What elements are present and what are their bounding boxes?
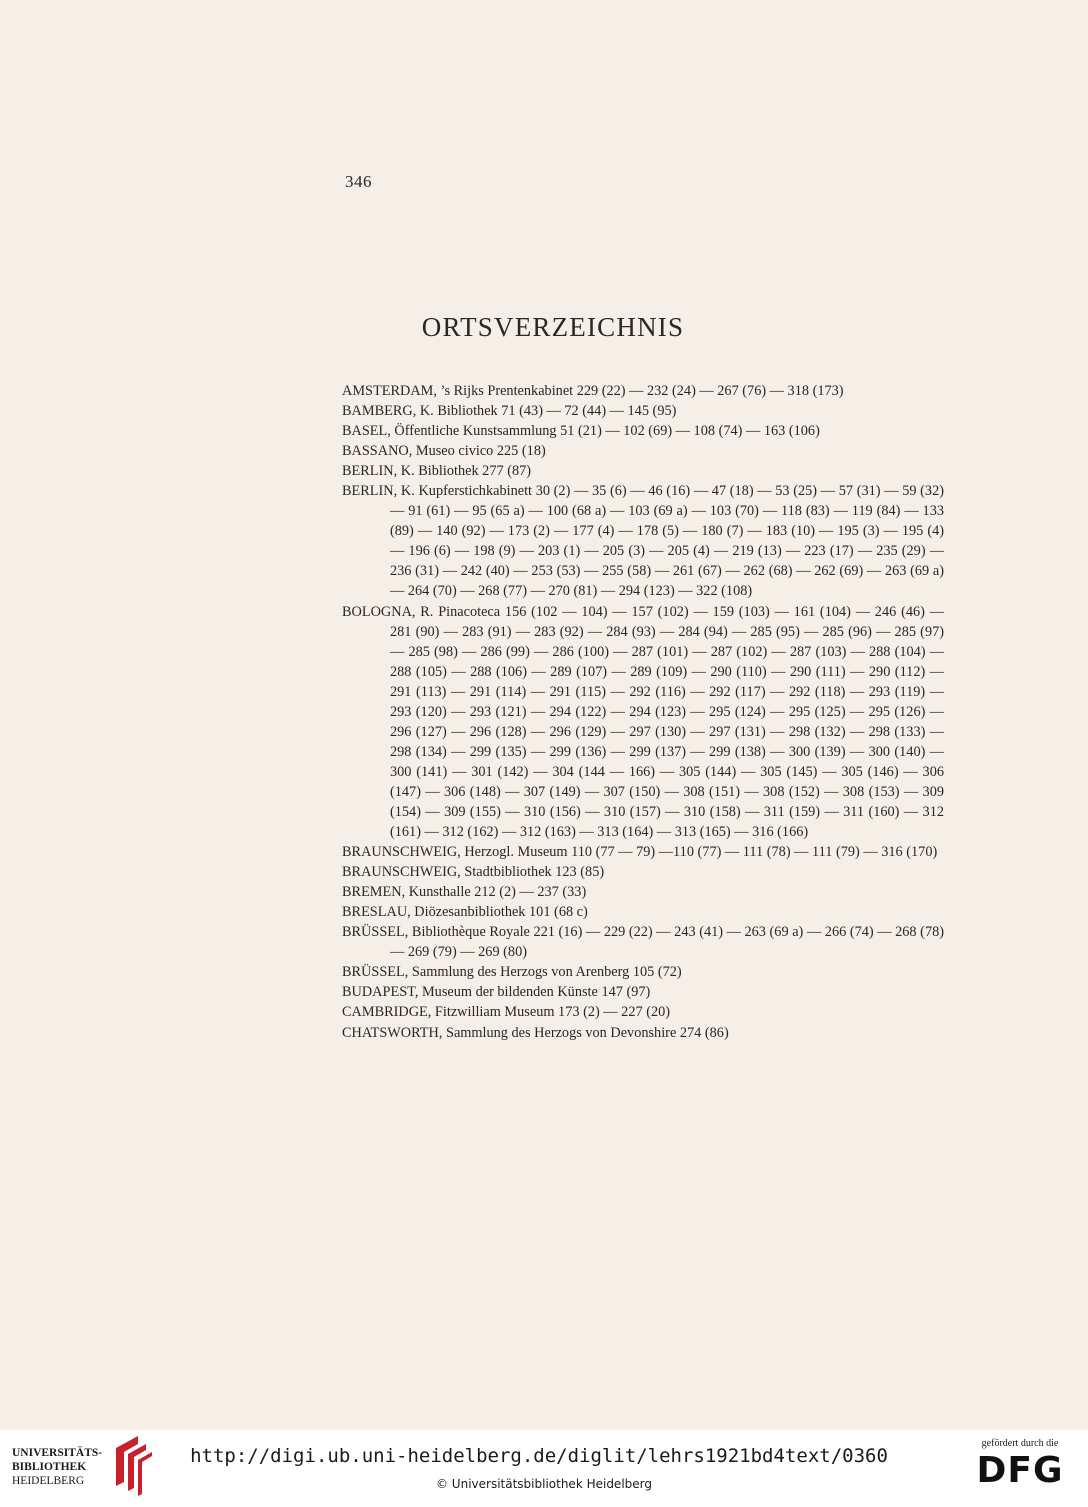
index-entry: BRÜSSEL, Bibliothèque Royale 221 (16) — 229 (22) — 243 (41) — 263 (69 a) — 266 (74) — 268 (78) — 269 (79) — 269 (80) <box>342 924 944 961</box>
copyright-notice: © Universitätsbibliothek Heidelberg <box>435 1477 652 1491</box>
index-entry: BRAUNSCHWEIG, Stadtbibliothek 123 (85) <box>342 864 605 881</box>
index-entry: BUDAPEST, Museum der bildenden Künste 147 (97) <box>342 984 651 1001</box>
funding-label: gefördert durch die <box>981 1438 1059 1449</box>
index-entry: AMSTERDAM, ’s Rijks Prentenkabinet 229 (22) — 232 (24) — 267 (76) — 318 (173) <box>342 383 844 399</box>
index-entry: BAMBERG, K. Bibliothek 71 (43) — 72 (44) — 145 (95) <box>342 403 677 420</box>
dfg-logo: DFG <box>976 1450 1064 1491</box>
index-entry: BOLOGNA, R. Pinacoteca 156 (102 — 104) — 157 (102) — 159 (103) — 161 (104) — 246 (46) — 281 (90) — 283 (91) — 283 (92) — 284 (93) — 284 (94) — 285 (95) — 285 (96) — 285 (97) — 285 (98) — 286 (99) — 286 (100) — 287 (101) — 287 (102) — 287 (103) — 288 (104) — 288 (105) — 288 (106) — 289 (107) — 289 (109) — 290 (110) — 290 (111) — 290 (112) — 291 (113) — 291 (114) — 291 (115) — 292 (116) — 292 (117) — 292 (118) — 293 (119) — 293 (120) — 293 (121) — 294 (122) — 294 (123) — 295 (124) — 295 (125) — 295 (126) — 296 (127) — 296 (128) — 296 (129) — 297 (130) — 297 (131) — 298 (132) — 298 (133) — 298 (134) — 299 (135) — 299 (136) — 299 (137) — 299 (138) — 300 (139) — 300 (140) — 300 (141) — 301 (142) — 304 (144 — 166) — 305 (144) — 305 (145) — 305 (146) — 306 (147) — 306 (148) — 307 (149) — 307 (150) — 308 (151) — 308 (152) — 308 (153) — 309 (154) — 309 (155) — 310 (156) — 310 (157) — 310 (158) — 311 (159) — 311 (160) — 312 (161) — 312 (162) — 312 (163) — 313 (164) — 313 (165) — 316 (166) <box>342 603 944 841</box>
index-entry: BREMEN, Kunsthalle 212 (2) — 237 (33) <box>342 884 587 901</box>
index-entry: BASSANO, Museo civico 225 (18) <box>342 443 546 460</box>
page-number: 346 <box>345 172 372 191</box>
index-entry: BRAUNSCHWEIG, Herzogl. Museum 110 (77 — 79) —110 (77) — 111 (78) — 111 (79) — 316 (170) <box>342 844 938 861</box>
library-name-line: UNIVERSITÄTS- <box>12 1447 103 1459</box>
library-name-line: BIBLIOTHEK <box>12 1461 87 1473</box>
index-entry: BERLIN, K. Kupferstichkabinett 30 (2) — 35 (6) — 46 (16) — 47 (18) — 53 (25) — 57 (31) — 59 (32) — 91 (61) — 95 (65 a) — 100 (68 a) — 103 (69 a) — 103 (70) — 118 (83) — 119 (84) — 133 (89) — 140 (92) — 173 (2) — 177 (4) — 178 (5) — 180 (7) — 183 (10) — 195 (3) — 195 (4) — 196 (6) — 198 (9) — 203 (1) — 205 (3) — 205 (4) — 219 (13) — 223 (17) — 235 (29) — 236 (31) — 242 (40) — 253 (53) — 255 (58) — 261 (67) — 262 (68) — 262 (69) — 263 (69 a) — 264 (70) — 268 (77) — 270 (81) — 294 (123) — 322 (108) <box>342 483 944 600</box>
library-name-line: HEIDELBERG <box>12 1475 85 1487</box>
index-entry: BERLIN, K. Bibliothek 277 (87) <box>342 463 532 480</box>
place-index <box>342 381 944 1043</box>
index-entry: BRÜSSEL, Sammlung des Herzogs von Arenberg 105 (72) <box>342 964 682 981</box>
index-entry: CAMBRIDGE, Fitzwilliam Museum 173 (2) — 227 (20) <box>342 1004 671 1021</box>
index-entry: BASEL, Öffentliche Kunstsammlung 51 (21) — 102 (69) — 108 (74) — 163 (106) <box>342 423 820 440</box>
permalink-url[interactable]: http://digi.ub.uni-heidelberg.de/diglit/lehrs1921bd4text/0360 <box>190 1445 888 1467</box>
funding-logo[interactable] <box>965 1438 1075 1491</box>
index-entry: CHATSWORTH, Sammlung des Herzogs von Devonshire 274 (86) <box>342 1024 729 1041</box>
page-title: ORTSVERZEICHNIS <box>421 312 685 342</box>
index-entry: BRESLAU, Diözesanbibliothek 101 (68 c) <box>342 904 588 921</box>
footer-bar <box>0 1430 1088 1507</box>
